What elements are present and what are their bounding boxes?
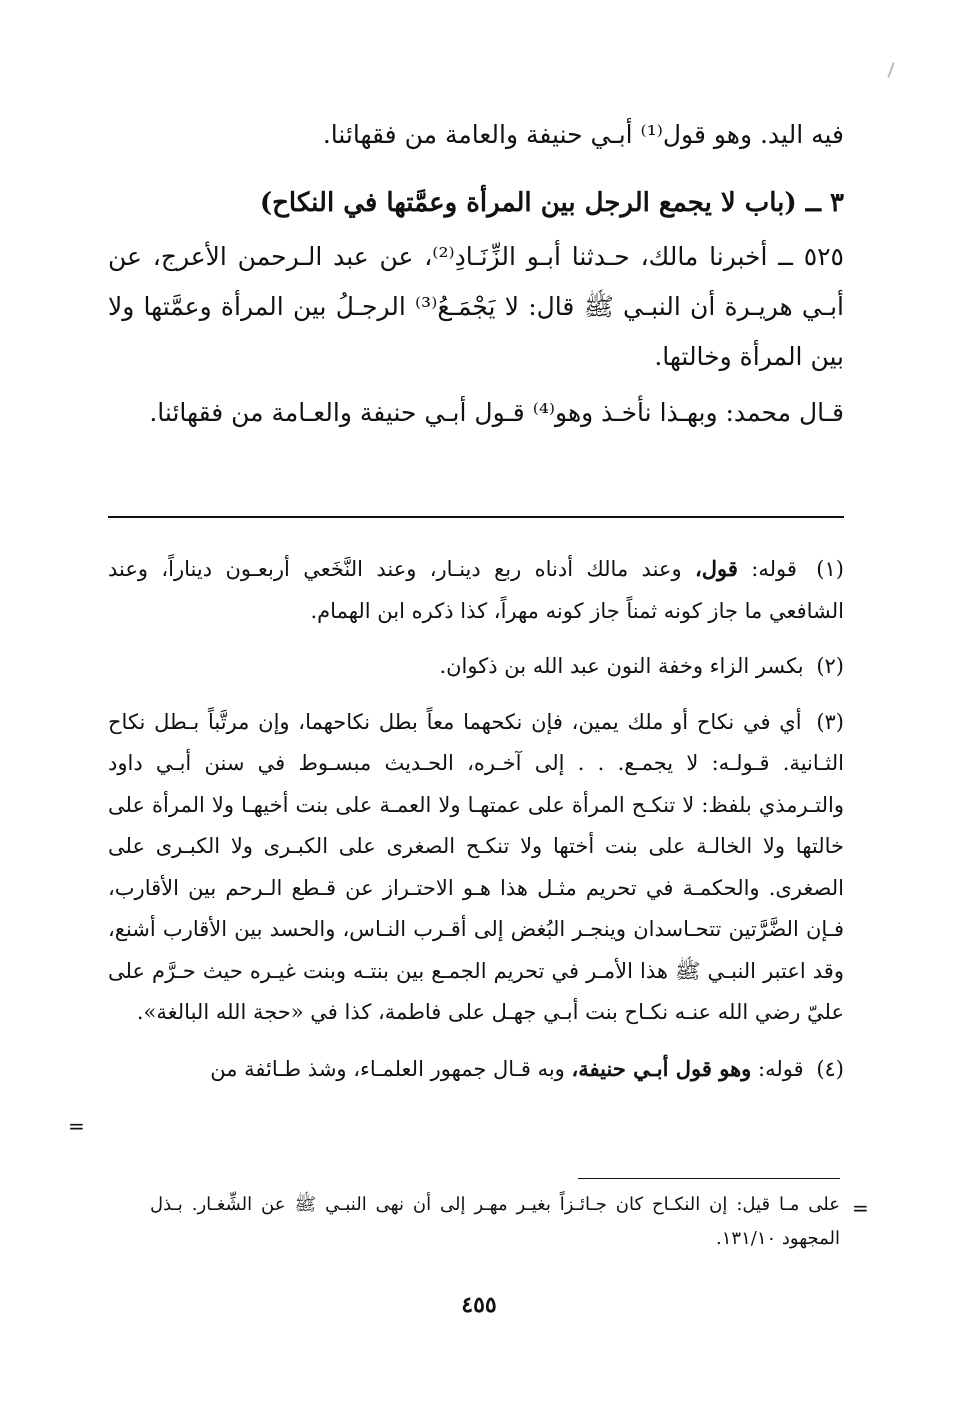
continued-footnote-text: على مـا قيل: إن النكـاح كان جـائـزاً بغيـر مهـر إلى أن نهى النبـي ﷺ عن الشِّغـار. بـذل المجهود ١٣١/١٠. [150, 1194, 840, 1249]
footnote-number: (٢) [816, 654, 844, 678]
footnote-text: بكسر الزاء وخفة النون عبد الله بن ذكوان. [439, 654, 804, 678]
continuation-mark-right: = [852, 1196, 869, 1220]
continuation-text: فيه اليد. وهو قول⁽¹⁾ أبـي حنيفة والعامة من فقهائنا. [322, 120, 844, 149]
continuation-mark-left: = [68, 1114, 85, 1138]
footnote-lead: قوله: [758, 1056, 804, 1081]
commentary-text: قـال محمد: وبهـذا نأخـذ وهو⁽⁴⁾ قـول أبـي حنيفة والعـامة من فقهائنا. [149, 398, 844, 427]
footnotes-section [108, 548, 844, 1104]
footnote-4 [108, 1048, 844, 1091]
chapter-heading-text: ٣ ــ (باب لا يجمع الرجل بين المرأة وعمَّتها في النكاح) [259, 188, 844, 218]
hadith-paragraph [108, 232, 844, 382]
footnote-keyword: قول، [694, 556, 738, 581]
footnote-2 [108, 646, 844, 688]
footnote-keyword: وهو قول أبـي حنيفة، [571, 1055, 752, 1081]
footnote-lead: قوله: [751, 557, 797, 581]
scan-mark [887, 62, 894, 78]
page-number: ٤٥٥ [461, 1292, 497, 1318]
hadith-text: ٥٢٥ ــ أخبرنا مالك، حـدثنا أبـو الزِّنَـادِ⁽²⁾، عن عبد الـرحمن الأعرج، عن أبـي هريـرة أن النبـي ﷺ قال: لا يَجْمَـعُ⁽³⁾ الرجـلُ بين المرأة وعمَّتها ولا بين المرأة وخالتها. [108, 242, 844, 371]
footnote-3 [108, 702, 844, 1034]
footnote-number: (٤) [816, 1056, 844, 1081]
footnote-text: وعند مالك أدناه ربع دينـار، وعند النَّخَعي أربعـون ديناراً، وعند الشافعي ما جاز كونه ثمناً جاز كونه مهراً، كذا ذكره ابن الهمام. [108, 557, 844, 623]
footnote-number: (٣) [816, 709, 844, 734]
footnote-text: وبه قـال جمهور العلمـاء، وشذ طـائفة من [210, 1056, 565, 1081]
commentary-paragraph [108, 388, 844, 438]
footnote-text: أي في نكاح أو ملك يمين، فإن نكحهما معاً بطل نكاحهما، وإن مرتَّباً بـطل نكاح الثـانية. قـولـه: لا يجمـع. . . إلى آخـره، الحـديث مبسـوط في سنن أبـي داود والتـرمذي بلفظ: لا تنكـح المرأة على عمتهـا ولا العمـة على بنت أخيهـا ولا المرأة على خالتها ولا الخالـة على بنت أختها ولا تنكـح الصغرى على الكبـرى ولا الكبـرى على الصغرى. والحكمـة في تحريم مثـل هذا هـو الاحتـراز عن قـطع الـرحم بين الأقارب، فـإن الضَّرَّتين تتحـاسدان وينجـر البُغض إلى أقـرب النـاس، والحسد بين الأقارب أشنع، وقد اعتبر النبـي ﷺ هذا الأمـر في تحريم الجمـع بين بنتـه وبنت غيـره حيث حـرَّم على عليّ رضي الله عنـه نكـاح بنت أبـي جهـل على فاطمة، كذا في «حجة الله البالغة». [108, 709, 844, 1024]
footnote-divider [108, 516, 844, 518]
continuation-paragraph [108, 110, 844, 160]
sub-footnote-divider [578, 1178, 840, 1179]
continued-footnote [150, 1188, 840, 1256]
footnote-number: (١) [816, 557, 844, 581]
footnote-1 [108, 548, 844, 632]
chapter-heading [108, 180, 844, 226]
